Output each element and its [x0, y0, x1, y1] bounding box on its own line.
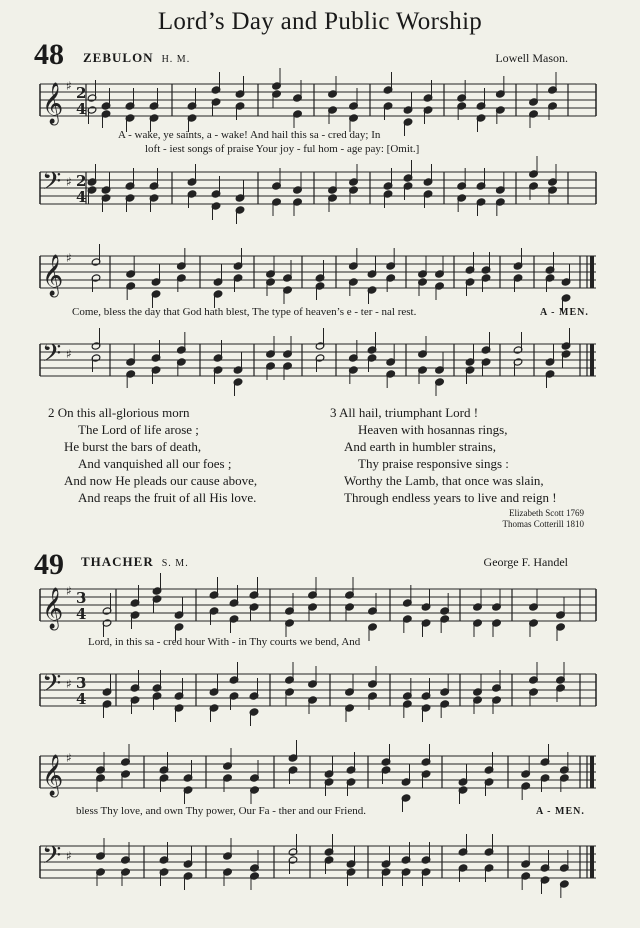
stanza-3-line: Worthy the Lamb, that once was slain, — [344, 473, 544, 488]
stanza-2-line: And now He pleads our cause above, — [64, 473, 258, 488]
staff-48-1-bass — [40, 168, 596, 208]
hymn-49-amen: A - MEN. — [536, 806, 585, 817]
stanza-2-line: He burst the bars of death, — [64, 439, 202, 454]
hymn-48-stanza-3 — [330, 404, 557, 506]
svg-text:♯: ♯ — [66, 677, 72, 691]
hymn-48-meter: H. M. — [161, 54, 191, 65]
hymn-48-lyric-line2: Come, bless the day that God hath blest, The type of heaven’s e - ter - nal rest. — [72, 306, 417, 318]
hymn-48-lyric-line1-verse2: loft - iest songs of praise Your joy - ful hom - age pay: [Omit.] — [145, 143, 420, 155]
stanza-2-line: On this all-glorious morn — [57, 405, 190, 420]
staff-48-2-treble — [40, 251, 596, 296]
svg-text:4: 4 — [76, 100, 87, 118]
hymn-48-lyric-line1-verse1: A - wake, ye saints, a - wake! And hail this sa - cred day; In — [118, 129, 381, 141]
hymn-49-number: 49 — [34, 548, 64, 581]
svg-text:4: 4 — [76, 605, 87, 623]
svg-text:♯: ♯ — [66, 251, 72, 265]
svg-text:𝄞: 𝄞 — [42, 83, 64, 124]
author-line: Thomas Cotterill 1810 — [502, 519, 584, 529]
hymn-49-composer: George F. Handel — [483, 555, 568, 569]
svg-text:♯: ♯ — [66, 751, 72, 765]
svg-text:𝄞: 𝄞 — [42, 588, 64, 629]
svg-text:♯: ♯ — [66, 347, 72, 361]
svg-text:𝄞: 𝄞 — [42, 255, 64, 296]
svg-text:𝄢: 𝄢 — [42, 167, 62, 202]
stanza-3-line: Heaven with hosannas rings, — [358, 422, 508, 437]
hymn-49-tune: THACHER — [81, 554, 154, 569]
svg-text:3: 3 — [76, 674, 87, 692]
svg-text:2: 2 — [76, 84, 87, 102]
svg-text:𝄢: 𝄢 — [42, 841, 62, 876]
hymn-49-lyric-line2: bless Thy love, and own Thy power, Our Fa - ther and our Friend. — [76, 805, 366, 817]
stanza-3-number: 3 — [330, 405, 337, 420]
hymn-49-lyric-line1: Lord, in this sa - cred hour With - in Thy courts we bend, And — [88, 636, 361, 648]
svg-text:2: 2 — [76, 172, 87, 190]
stanza-2-line: And vanquished all our foes ; — [78, 456, 232, 471]
svg-text:𝄢: 𝄢 — [42, 339, 62, 374]
staff-49-1-bass — [40, 670, 596, 710]
svg-text:𝄢: 𝄢 — [42, 669, 62, 704]
hymn-49-tune-header — [81, 554, 189, 570]
staff-48-1-treble — [40, 79, 596, 124]
page-title: Lord’s Day and Public Worship — [157, 8, 483, 35]
hymn-48-number: 48 — [34, 38, 64, 71]
staff-49-1-treble — [40, 584, 596, 629]
svg-text:4: 4 — [76, 188, 87, 206]
hymn-48-stanza-2 — [48, 404, 257, 506]
hymn-48-authors — [503, 508, 585, 530]
staff-49-2-bass — [40, 842, 596, 882]
stanza-3-line: And earth in humbler strains, — [344, 439, 496, 454]
svg-text:3: 3 — [76, 589, 87, 607]
svg-text:𝄞: 𝄞 — [42, 755, 64, 796]
svg-text:♯: ♯ — [66, 175, 72, 189]
stanza-3-line: All hail, triumphant Lord ! — [339, 405, 479, 420]
stanza-2-line: And reaps the fruit of all His love. — [78, 490, 257, 505]
stanza-3-line: Through endless years to live and reign ! — [344, 490, 557, 505]
author-line: Elizabeth Scott 1769 — [509, 508, 584, 518]
stanza-2-line: The Lord of life arose ; — [78, 422, 199, 437]
hymn-48-tune: ZEBULON — [83, 50, 154, 65]
hymn-48-amen: A - MEN. — [540, 307, 589, 318]
staff-49-2-treble — [40, 751, 596, 796]
svg-text:♯: ♯ — [66, 849, 72, 863]
hymn-48-tune-header — [83, 50, 190, 66]
stanza-3-line: Thy praise responsive sings : — [358, 456, 509, 471]
svg-text:♯: ♯ — [66, 79, 72, 93]
hymn-49-meter: S. M. — [161, 558, 189, 569]
hymn-48-composer: Lowell Mason. — [495, 51, 568, 65]
staff-48-2-bass — [40, 340, 596, 380]
svg-text:4: 4 — [76, 690, 87, 708]
stanza-2-number: 2 — [48, 405, 55, 420]
svg-text:♯: ♯ — [66, 584, 72, 598]
